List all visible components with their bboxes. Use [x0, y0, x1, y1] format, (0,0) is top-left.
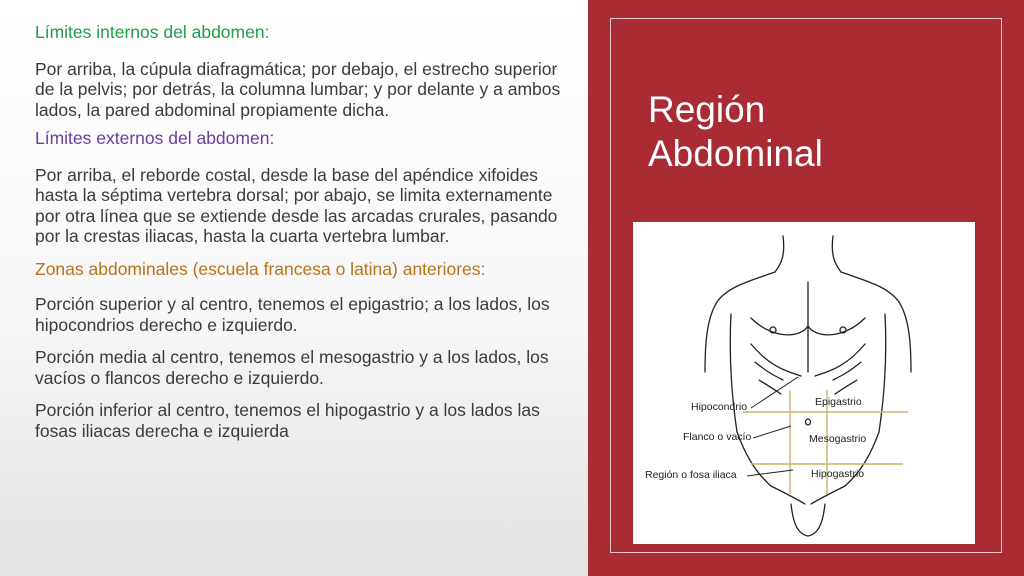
- paragraph-inferior-portion: Porción inferior al centro, tenemos el hipogastrio y a los lados las fosas iliacas derecha e izquierda: [35, 400, 540, 441]
- label-hipocondrio: Hipocondrio: [691, 401, 748, 413]
- title-panel: [588, 0, 1024, 576]
- label-mesogastrio: Mesogastrio: [809, 433, 867, 445]
- paragraph-middle-portion: Porción media al centro, tenemos el mesogastrio y a los lados, los vacíos o flancos derecho e izquierdo.: [35, 347, 549, 388]
- torso-illustration: [633, 222, 975, 544]
- label-hipogastrio: Hipogastrio: [811, 468, 865, 480]
- heading-abdominal-zones: Zonas abdominales (escuela francesa o latina) anteriores:: [35, 258, 486, 279]
- paragraph-external-limits: Por arriba, el reborde costal, desde la base del apéndice xifoides hasta la séptima vertebra dorsal; por abajo, se limita externamente por otra línea que se extiende desde las arcadas crurales, pasando por la crestas iliacas, hasta la cuarta vertebra lumbar.: [35, 164, 558, 246]
- title-line-1: Región: [648, 89, 766, 130]
- title-line-2: Abdominal: [648, 133, 823, 174]
- label-epigastrio: Epigastrio: [815, 396, 862, 408]
- torso-outline: [705, 236, 911, 536]
- label-fosa-iliaca: Región o fosa iliaca: [645, 469, 737, 481]
- paragraph-superior-portion: Porción superior y al centro, tenemos el epigastrio; a los lados, los hipocondrios derecho e izquierdo.: [35, 294, 550, 335]
- label-flanco: Flanco o vacío: [683, 431, 752, 443]
- slide-title: [648, 88, 823, 176]
- heading-internal-limits: Límites internos del abdomen:: [35, 22, 270, 42]
- heading-external-limits: Límites externos del abdomen:: [35, 128, 275, 148]
- paragraph-internal-limits: Por arriba, la cúpula diafragmática; por debajo, el estrecho superior de la pelvis; por detrás, la columna lumbar; y por delante y a ambos lados, la pared abdominal propiamente dicha.: [35, 58, 561, 120]
- abdomen-regions-figure: [633, 222, 975, 544]
- text-body: [35, 22, 565, 449]
